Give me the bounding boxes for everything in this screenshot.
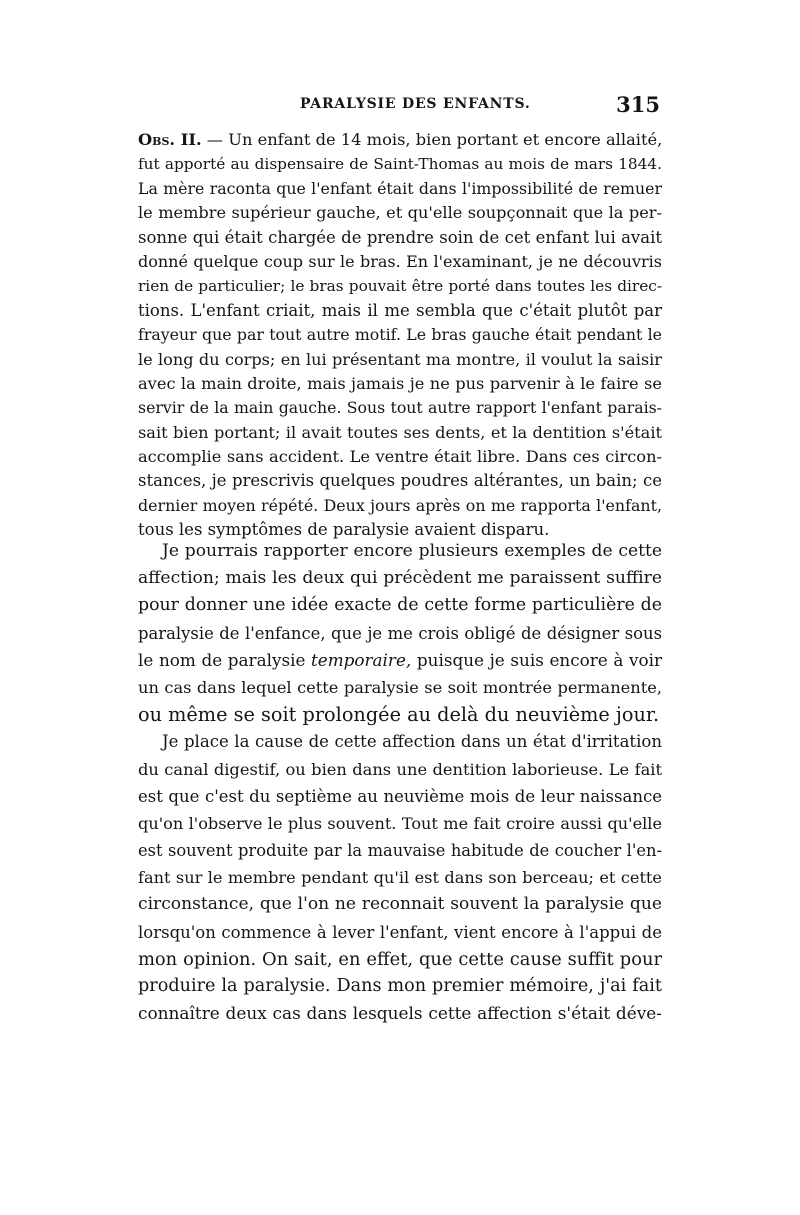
paragraph-line: Je place la cause de cette affection dans un état d'irritation [162, 732, 662, 752]
observation-line: Obs. II. — Un enfant de 14 mois, bien portant et encore allaité, [138, 130, 663, 149]
paragraph-line: qu'on l'observe le plus souvent. Tout me fait croire aussi qu'elle [138, 813, 662, 833]
running-title: PARALYSIE DES ENFANTS. [300, 96, 531, 112]
paragraph-line: paralysie de l'enfance, que je me crois obligé de désigner sous [138, 623, 662, 643]
paragraph-line: circonstance, que l'on ne reconnait souvent la paralysie que [138, 894, 662, 915]
observation-line: rien de particulier; le bras pouvait être porté dans toutes les direc- [138, 277, 662, 296]
observation-block [138, 128, 662, 543]
paragraph-line: lorsqu'on commence à lever l'enfant, vient encore à l'appui de [138, 922, 662, 942]
observation-line: avec la main droite, mais jamais je ne pus parvenir à le faire se [138, 373, 662, 393]
observation-label: Obs. II. [138, 130, 202, 149]
paragraph-line: pour donner une idée exacte de cette forme particulière de [138, 595, 662, 616]
body-text [138, 538, 662, 1027]
observation-line: accomplie sans accident. Le ventre était libre. Dans ces circon- [138, 447, 662, 467]
paragraph-line: du canal digestif, ou bien dans une dentition laborieuse. Le fait [138, 759, 662, 779]
paragraph-line: fant sur le membre pendant qu'il est dans son berceau; et cette [138, 868, 662, 888]
paragraph-line: un cas dans lequel cette paralysie se soit montrée permanente, [138, 677, 662, 697]
paragraph-line: produire la paralysie. Dans mon premier mémoire, j'ai fait [138, 976, 662, 996]
paragraph-line: ou même se soit prolongée au delà du neuvième jour. [138, 703, 660, 727]
observation-line: tions. L'enfant criait, mais il me sembla que c'était plutôt par [138, 300, 662, 320]
observation-line: La mère raconta que l'enfant était dans l'impossibilité de remuer [138, 178, 662, 198]
observation-line: stances, je prescrivis quelques poudres altérantes, un bain; ce [138, 471, 662, 491]
paragraph-line: est souvent produite par la mauvaise habitude de coucher l'en- [138, 841, 662, 861]
paragraph-line: Je pourrais rapporter encore plusieurs exemples de cette [162, 541, 662, 561]
emphasized-term: temporaire, [311, 649, 412, 670]
paragraph-line: mon opinion. On sait, en effet, que cette cause suffit pour [138, 948, 662, 970]
paragraph-line: connaître deux cas dans lesquels cette affection s'était déve- [138, 1003, 662, 1024]
paragraph-line: affection; mais les deux qui précèdent me paraissent suffire [138, 568, 662, 589]
observation-line: le membre supérieur gauche, et qu'elle soupçonnait que la per- [138, 203, 662, 223]
page-number: 315 [616, 92, 660, 117]
paragraph-line: le nom de paralysie temporaire, puisque je suis encore à voir [138, 649, 663, 670]
observation-line: sait bien portant; il avait toutes ses dents, et la dentition s'était [138, 422, 662, 442]
running-head [138, 94, 660, 120]
observation-line: sonne qui était chargée de prendre soin de cet enfant lui avait [138, 227, 662, 247]
paragraph-line: est que c'est du septième au neuvième mois de leur naissance [138, 786, 662, 806]
observation-line: servir de la main gauche. Sous tout autre rapport l'enfant parais- [138, 398, 662, 418]
observation-line: frayeur que par tout autre motif. Le bras gauche était pendant le [138, 325, 662, 345]
observation-line: donné quelque coup sur le bras. En l'examinant, je ne découvris [138, 251, 662, 271]
observation-line: dernier moyen répété. Deux jours après on me rapporta l'enfant, [138, 495, 662, 515]
observation-line: le long du corps; en lui présentant ma montre, il voulut la saisir [138, 349, 662, 369]
observation-line: fut apporté au dispensaire de Saint-Thomas au mois de mars 1844. [138, 155, 662, 174]
observation-line: tous les symptômes de paralysie avaient disparu. [138, 520, 550, 540]
